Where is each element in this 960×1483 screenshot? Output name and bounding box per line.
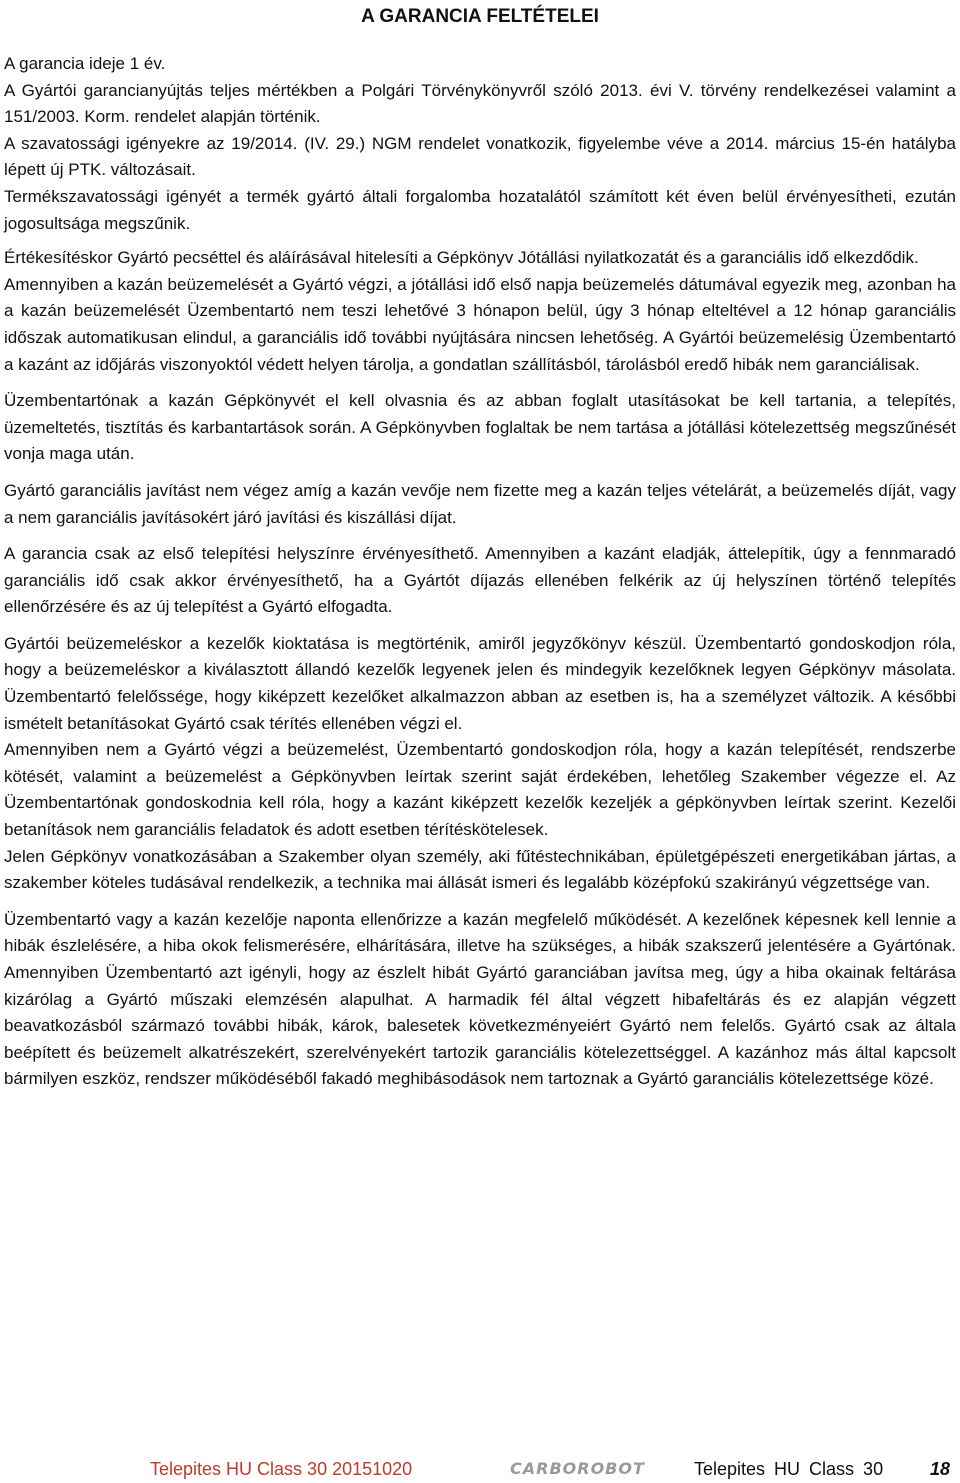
- footer-document-code: Telepites HU Class 30 20151020: [150, 1459, 413, 1479]
- paragraph: Termékszavatossági igényét a termék gyártó általi forgalomba hozatalától számított két éven belül érvényesítheti, ezután jogosultsága megszűnik.: [4, 186, 956, 233]
- paragraph: Gyártói beüzemeléskor a kezelők kioktatása is megtörténik, amiről jegyzőkönyv készül. Üzembentartó gondoskodjon róla, hogy a beüzemeléskor a kiválasztott állandó kezelők legyenek jelen és mindegyik kezelőknek legyen Gépkönyv másolata. Üzembentartó felelőssége, hogy kiképzett kezelőket alkalmazzon abban az esetben is, ha a személyzet változik. A későbbi ismételt betanításokat Gyártó csak térítés ellenében végzi el.: [4, 633, 956, 733]
- paragraph: A Gyártói garancianyújtás teljes mértékben a Polgári Törvénykönyvről szóló 2013. évi V. törvény rendelkezései valamint a 151/2003. Korm. rendelet alapján történik.: [4, 80, 956, 127]
- paragraph: Értékesítéskor Gyártó pecséttel és aláírásával hitelesíti a Gépkönyv Jótállási nyilatkozatát és a garanciális idő elkezdődik.: [4, 248, 919, 268]
- page-number: 18: [930, 1459, 951, 1479]
- paragraph: Amennyiben a kazán beüzemelését a Gyártó végzi, a jótállási idő első napja beüzemelés dátumával egyezik meg, azonban ha a kazán beüzemelését Üzembentartó nem teszi lehetővé 3 hónapon belül, úgy 3 hónap elteltével a 12 hónap garanciális időszak automatikusan elindul, a garanciális idő további nyújtására nincsen lehetőség. A Gyártói beüzemelésig Üzembentartó a kazánt az időjárás viszonyoktól védett helyen tárolja, a gondatlan szállításból, tárolásból eredő hibák nem garanciálisak.: [4, 274, 956, 374]
- page-footer: [0, 1455, 960, 1483]
- footer-document-title: Telepites HU Class 30: [694, 1459, 884, 1479]
- paragraph: Amennyiben nem a Gyártó végzi a beüzemelést, Üzembentartó gondoskodjon róla, hogy a kazán telepítését, rendszerbe kötését, valamint a beüzemelést a Gépkönyvben leírtak szerint saját érdekében, lehetőleg Szakember végezze el. Az Üzembentartónak gondoskodnia kell róla, hogy a kazánt kiképzett kezelők kezeljék a gépkönyvben leírtak szerint. Kezelői betanítások nem garanciális feladatok és adott esetben térítéskötelesek.: [4, 740, 956, 840]
- paragraph: Üzembentartónak a kazán Gépkönyvét el kell olvasnia és az abban foglalt utasításokat be kell tartania, a telepítés, üzemeltetés, tisztítás és karbantartások során. A Gépkönyvben foglaltak be nem tartása a jótállási kötelezettség megszűnését vonja maga után.: [4, 391, 956, 464]
- paragraph: Gyártó garanciális javítást nem végez amíg a kazán vevője nem fizette meg a kazán teljes vételárát, a beüzemelés díját, vagy a nem garanciális javításokért járó javítási és kiszállási díjat.: [4, 480, 956, 527]
- paragraph: A garancia csak az első telepítési helyszínre érvényesíthető. Amennyiben a kazánt eladják, áttelepítik, úgy a fennmaradó garanciális idő csak akkor érvényesíthető, ha a Gyártót díjazás ellenében felkérik az új helyszínen történő telepítés ellenőrzésére és az új telepítést a Gyártó elfogadta.: [4, 544, 956, 617]
- body-text: [4, 51, 956, 1093]
- page-title: A GARANCIA FELTÉTELEI: [361, 6, 599, 27]
- paragraph: A garancia ideje 1 év.: [4, 54, 166, 73]
- paragraph: Jelen Gépkönyv vonatkozásában a Szakember olyan személy, aki fűtéstechnikában, épületgépészeti energetikában jártas, a szakember köteles tudásával rendelkezik, a technika mai állását ismeri és legalább középfokú szakirányú végzettsége van.: [4, 846, 956, 893]
- paragraph: Üzembentartó vagy a kazán kezelője naponta ellenőrizze a kazán megfelelő működését. A kezelőnek képesnek kell lennie a hibák észlelésére, a hiba okok felismerésére, elhárítására, illetve ha szükséges, a hibák szakszerű jelentésére a Gyártónak. Amennyiben Üzembentartó azt igényli, hogy az észlelt hibát Gyártó garanciában javítsa meg, úgy a hiba okainak feltárása kizárólag a Gyártó műszaki elemzésén alapulhat. A harmadik fél által végzett hibafeltárás és ez alapján végzett beavatkozásból származó további hibák, károk, balesetek következményeiért Gyártó nem felelős. Gyártó csak az általa beépített és beüzemelt alkatrészekért, szerelvényekért tartozik garanciális kötelezettséggel. A kazánhoz más által kapcsolt bármilyen eszköz, rendszer működéséből fakadó meghibásodások nem tartoznak a Gyártó garanciális kötelezettsége közé.: [4, 909, 956, 1089]
- paragraph: A szavatossági igényekre az 19/2014. (IV. 29.) NGM rendelet vonatkozik, figyelembe véve a 2014. március 15-én hatályba lépett új PTK. változásait.: [4, 133, 956, 180]
- carborobot-logo: CARBOROBOT: [510, 1459, 645, 1478]
- document-page: [4, 0, 956, 1093]
